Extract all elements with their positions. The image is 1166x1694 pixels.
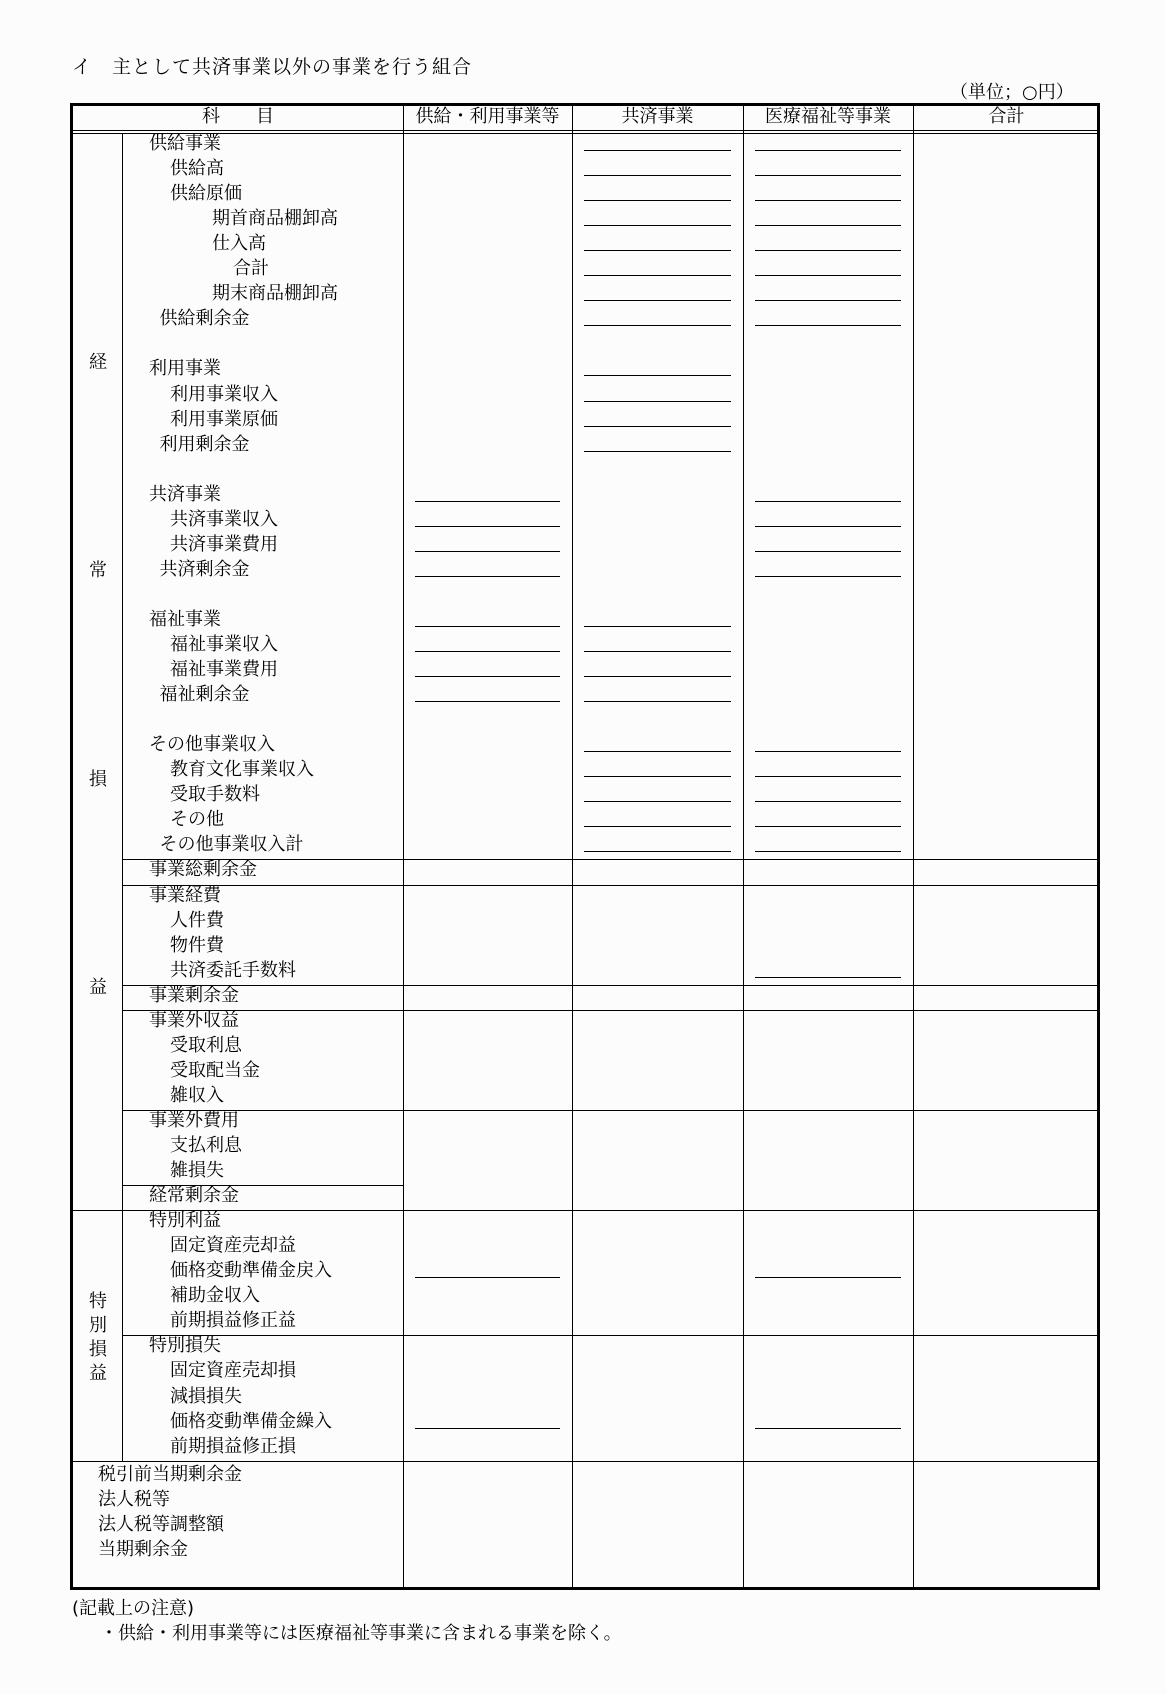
row-label: 共済事業	[149, 483, 221, 505]
blank-dash-line	[755, 501, 901, 502]
row-label: 共済事業収入	[170, 508, 278, 530]
blank-dash-line	[755, 826, 901, 827]
blank-dash-line	[415, 651, 560, 652]
blank-dash-line	[415, 526, 560, 527]
row-label: 福祉事業費用	[170, 659, 278, 681]
row-label: その他事業収入	[149, 734, 275, 756]
blank-dash-line	[584, 701, 731, 702]
row-label: 特別利益	[149, 1210, 221, 1232]
header-rule	[70, 133, 1100, 134]
notes-heading: (記載上の注意)	[72, 1598, 195, 1619]
blank-dash-line	[584, 325, 731, 326]
row-label: 人件費	[170, 909, 224, 931]
bottom-row-label: 法人税等調整額	[98, 1513, 224, 1535]
blank-dash-line	[415, 676, 560, 677]
blank-dash-line	[584, 676, 731, 677]
row-label: 供給高	[170, 158, 224, 180]
row-label: 利用事業収入	[170, 383, 278, 405]
blank-dash-line	[755, 851, 901, 852]
row-label: 共済委託手数料	[170, 959, 296, 981]
row-label: 共済剰余金	[159, 558, 250, 580]
blank-dash-line	[584, 175, 731, 176]
blank-dash-line	[755, 526, 901, 527]
bottom-row-label: 税引前当期剰余金	[98, 1463, 242, 1485]
row-label: 特別損失	[149, 1335, 221, 1357]
row-label: 供給原価	[170, 183, 242, 205]
blank-dash-line	[584, 375, 731, 376]
row-label: 固定資産売却損	[170, 1360, 296, 1382]
column-rule	[743, 103, 744, 1587]
row-rule	[122, 859, 1100, 860]
row-label: 利用事業原価	[170, 408, 278, 430]
category-keijo-2: 常	[89, 560, 107, 581]
row-label: 仕入高	[212, 233, 266, 255]
row-label: その他事業収入計	[159, 834, 304, 856]
row-label: 事業外費用	[149, 1109, 239, 1131]
header-total: 合計	[988, 106, 1025, 127]
blank-dash-line	[584, 200, 731, 201]
row-rule	[122, 1335, 1100, 1336]
blank-dash-line	[584, 826, 731, 827]
blank-dash-line	[415, 1428, 560, 1429]
row-label: 固定資産売却益	[170, 1235, 296, 1257]
blank-dash-line	[584, 651, 731, 652]
row-label: 事業経費	[149, 884, 221, 906]
row-label: 事業剰余金	[149, 984, 239, 1006]
row-label: 利用剰余金	[159, 433, 250, 455]
blank-dash-line	[755, 801, 901, 802]
bottom-row-label: 法人税等	[98, 1488, 170, 1510]
row-label: 価格変動準備金戻入	[170, 1260, 332, 1282]
row-label: 福祉剰余金	[159, 684, 250, 706]
blank-dash-line	[755, 325, 901, 326]
row-label: 受取利息	[170, 1034, 242, 1056]
row-label: 支払利息	[170, 1135, 242, 1156]
row-label: 共済事業費用	[170, 533, 278, 555]
row-rule	[122, 885, 1100, 886]
document-title: イ 主として共済事業以外の事業を行う組合	[72, 56, 473, 78]
row-label: 減損損失	[170, 1385, 242, 1407]
blank-dash-line	[755, 1277, 901, 1278]
blank-dash-line	[755, 275, 901, 276]
category-keijo-4: 益	[89, 977, 107, 998]
blank-dash-line	[755, 576, 901, 577]
blank-dash-line	[755, 250, 901, 251]
notes-item: ・供給・利用事業等には医療福祉等事業に含まれる事業を除く。	[100, 1623, 622, 1644]
category-special: 特 別 損 益	[89, 1291, 107, 1385]
header-mutual-aid: 共済事業	[621, 106, 694, 127]
unit-label: （単位；○円）	[950, 82, 1074, 103]
header-rule	[70, 130, 1100, 131]
blank-dash-line	[584, 801, 731, 802]
row-label: 福祉事業	[149, 608, 221, 630]
column-rule	[913, 103, 914, 1587]
row-rule	[122, 1010, 1100, 1011]
row-label: 利用事業	[149, 358, 221, 380]
row-label: 経常剰余金	[149, 1185, 239, 1207]
row-label: 前期損益修正損	[170, 1435, 296, 1457]
row-label: その他	[170, 809, 224, 831]
blank-dash-line	[584, 300, 731, 301]
column-rule	[572, 103, 573, 1587]
blank-dash-line	[755, 551, 901, 552]
blank-dash-line	[415, 551, 560, 552]
section-rule	[70, 1210, 1100, 1211]
blank-dash-line	[584, 275, 731, 276]
row-label: 合計	[233, 258, 269, 280]
row-label: 供給剰余金	[159, 308, 250, 330]
row-label: 補助金収入	[170, 1285, 260, 1307]
category-rule	[122, 133, 123, 1461]
header-supply: 供給・利用事業等	[415, 106, 560, 127]
blank-dash-line	[584, 776, 731, 777]
blank-dash-line	[415, 701, 560, 702]
blank-dash-line	[584, 451, 731, 452]
row-label: 前期損益修正益	[170, 1310, 296, 1332]
blank-dash-line	[415, 626, 560, 627]
row-label: 供給事業	[149, 133, 221, 154]
header-medical-welfare: 医療福祉等事業	[765, 106, 891, 127]
blank-dash-line	[755, 1428, 901, 1429]
blank-dash-line	[755, 150, 901, 151]
column-rule	[403, 103, 404, 1587]
row-label: 受取配当金	[170, 1059, 260, 1081]
blank-dash-line	[755, 175, 901, 176]
row-label: 価格変動準備金繰入	[170, 1410, 332, 1432]
row-label: 雑収入	[170, 1084, 224, 1106]
row-rule	[122, 985, 1100, 986]
blank-dash-line	[584, 851, 731, 852]
blank-dash-line	[584, 225, 731, 226]
blank-dash-line	[584, 751, 731, 752]
blank-dash-line	[584, 250, 731, 251]
row-label: 期末商品棚卸高	[212, 283, 338, 305]
blank-dash-line	[755, 200, 901, 201]
blank-dash-line	[584, 150, 731, 151]
category-keijo-1: 経	[89, 352, 107, 373]
row-label: 福祉事業収入	[170, 634, 278, 655]
blank-dash-line	[755, 776, 901, 777]
blank-dash-line	[755, 977, 901, 978]
blank-dash-line	[755, 225, 901, 226]
blank-dash-line	[755, 300, 901, 301]
row-label: 事業総剰余金	[149, 859, 257, 881]
row-label: 期首商品棚卸高	[212, 208, 338, 230]
row-rule	[122, 1110, 1100, 1111]
blank-dash-line	[584, 626, 731, 627]
header-item: 科 目	[202, 106, 274, 127]
bottom-row-label: 当期剰余金	[98, 1538, 188, 1560]
blank-dash-line	[415, 501, 560, 502]
row-label: 教育文化事業収入	[170, 759, 314, 781]
blank-dash-line	[755, 751, 901, 752]
blank-dash-line	[415, 1277, 560, 1278]
row-label: 物件費	[170, 934, 224, 956]
blank-dash-line	[415, 576, 560, 577]
category-keijo-3: 損	[89, 769, 107, 790]
blank-dash-line	[584, 401, 731, 402]
blank-dash-line	[584, 426, 731, 427]
row-label: 受取手数料	[170, 784, 260, 806]
row-label: 雑損失	[170, 1160, 224, 1182]
row-label: 事業外収益	[149, 1009, 239, 1031]
